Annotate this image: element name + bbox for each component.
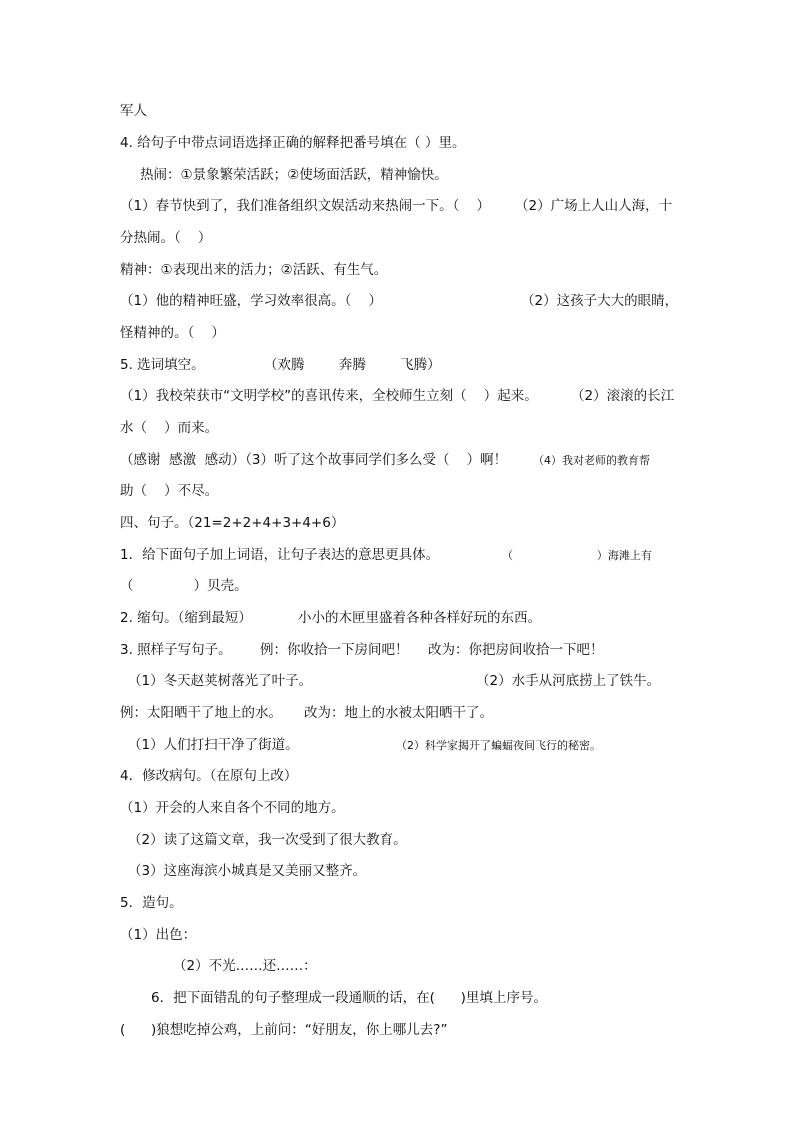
- text-line: （1）冬天赵荚树落光了叶子。: [128, 673, 313, 689]
- text-line: （1）春节快到了，我们准备组织文娱活动来热闹一下。（ ）: [120, 198, 491, 214]
- text-line: （2）读了这篇文章，我一次受到了很大教育。: [128, 832, 407, 848]
- text-line: 改为：地上的水被太阳晒干了。: [304, 705, 493, 721]
- text-line: 2. 缩句。（缩到最短）: [120, 610, 252, 626]
- text-line: （3）这座海滨小城真是又美丽又整齐。: [128, 863, 367, 879]
- text-line: 3. 照样子写句子。: [120, 642, 232, 658]
- text-line: 热闹：①景象繁荣活跃；②使场面活跃，精神愉快。: [140, 167, 448, 183]
- text-line: （1）开会的人来自各个不同的地方。: [120, 800, 345, 816]
- text-line: 怪精神的。（ ）: [120, 325, 225, 341]
- text-line: 精神：①表现出来的活力；②活跃、有生气。: [120, 262, 388, 278]
- word-options: （欢腾 奔腾 飞腾）: [264, 357, 441, 373]
- text-line: 助（ ）不尽。: [120, 483, 219, 499]
- text-line: 改为：你把房间收拾一下吧！: [428, 642, 604, 658]
- text-line: 例：太阳晒干了地上的水。: [120, 705, 282, 721]
- text-line: 6．把下面错乱的句子整理成一段通顺的话，在( )里填上序号。: [151, 990, 547, 1006]
- text-line: 4．修改病句。（在原句上改）: [120, 768, 298, 784]
- text-line: 军人: [120, 103, 147, 119]
- text-line: （1）人们打扫干净了街道。: [128, 737, 299, 753]
- text-line: （ ）贝壳。: [120, 578, 248, 594]
- text-line: 1．给下面句子加上词语，让句子表达的意思更具体。: [120, 547, 440, 563]
- text-line: （4）我对老师的教育帮: [533, 454, 650, 467]
- section-4-heading: 四、句子。（21=2+2+4+3+4+6）: [120, 515, 345, 531]
- text-line: 水（ ）而来。: [120, 420, 219, 436]
- text-line: （感谢 感激 感动）（3）听了这个故事同学们多么受（ ）啊！: [120, 452, 508, 468]
- question-5-heading: 5. 选词填空。: [120, 357, 205, 373]
- text-line: （2）不光……还……：: [173, 958, 317, 974]
- text-line: （1）他的精神旺盛，学习效率很高。（ ）: [120, 293, 383, 309]
- text-line: 5．造句。: [120, 895, 183, 911]
- text-line: （1）出色：: [120, 927, 197, 943]
- text-line: （2）科学家揭开了蝙蝠夜间飞行的秘密。: [396, 739, 601, 752]
- text-line: 小小的木匣里盛着各种各样好玩的东西。: [298, 610, 541, 626]
- text-line: （2）滚滚的长江: [571, 388, 675, 404]
- text-line: ( )狼想吃掉公鸡，上前问：“好朋友，你上哪儿去?”: [120, 1022, 448, 1038]
- question-4-heading: 4. 给句子中带点词语选择正确的解释把番号填在（ ）里。: [120, 135, 466, 151]
- text-line: （2）广场上人山人海，十: [515, 198, 673, 214]
- text-line: 例：你收拾一下房间吧！: [260, 642, 409, 658]
- text-line: （2）这孩子大大的眼睛，: [521, 293, 679, 309]
- text-line: （ ）海滩上有: [502, 549, 652, 562]
- text-line: （1）我校荣获市“文明学校”的喜讯传来，全校师生立刻（ ）起来。: [120, 388, 538, 404]
- text-line: 分热闹。（ ）: [120, 230, 212, 246]
- text-line: （2）水手从河底捞上了铁牛。: [476, 673, 661, 689]
